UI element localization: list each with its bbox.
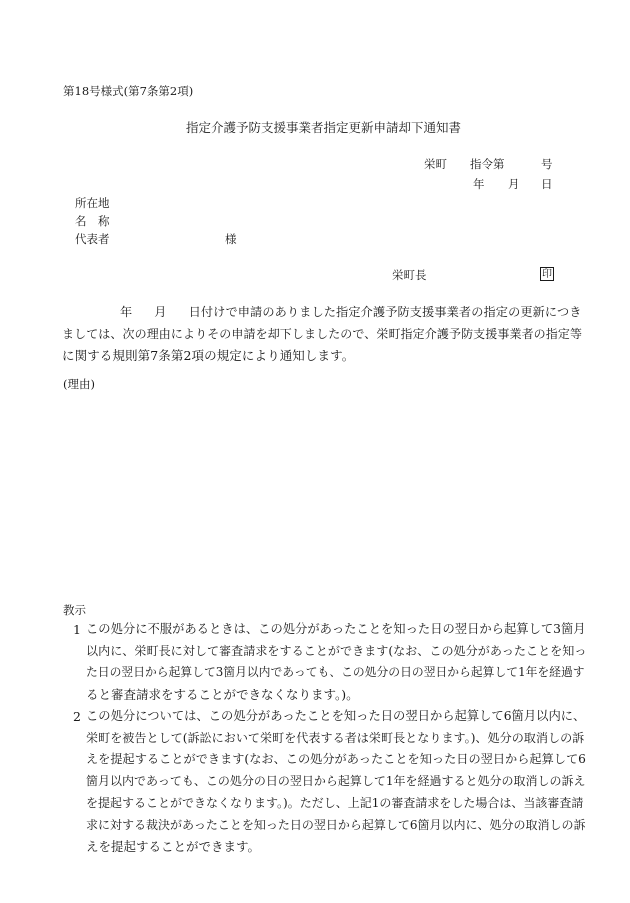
notice-line: 箇月以内であっても、この処分の日の翌日から起算して1年を経過すると処分の取消しの訴え [86, 774, 586, 789]
body-date-month: 月 [154, 305, 167, 319]
notice-item-1 [73, 619, 587, 706]
notice-line: を提起することができなくなります。)。ただし、上記1の審査請求をした場合は、当該審査請 [86, 795, 584, 810]
name-label: 名 称 [75, 214, 110, 228]
issuer-name: 栄町 [424, 157, 447, 171]
notice-item-number: 1 [73, 622, 81, 637]
notice-line: 栄町を被告として(訴訟において栄町を代表する者は栄町長となります。)、処分の取消しの訴 [86, 730, 585, 745]
body-line-1 [62, 302, 582, 324]
honorific: 様 [225, 232, 237, 246]
address-label: 所在地 [75, 196, 110, 210]
notice-line: 以内に、栄町長に対して審査請求をすることができます(なお、この処分があったことを知っ [86, 643, 587, 658]
notice-heading: 教示 [63, 603, 86, 617]
body-line-3: に関する規則第7条第2項の規定により通知します。 [62, 348, 355, 363]
ref-prefix: 指令第 [470, 157, 505, 171]
date-day: 日 [541, 177, 553, 191]
date-year: 年 [473, 177, 485, 191]
body-paragraph [62, 302, 582, 367]
notice-line: この処分については、この処分があったことを知った日の翌日から起算して6箇月以内に、 [86, 709, 586, 723]
notice-item-number: 2 [73, 709, 81, 724]
notice-line: た日の翌日から起算して3箇月以内であっても、この処分の日の翌日から起算して1年を経過す [86, 665, 585, 680]
notice-item-2 [73, 706, 586, 858]
body-line-2: ましては、次の理由によりその申請を却下しましたので、栄町指定介護予防支援事業者の指定等 [62, 326, 583, 341]
representative-label: 代表者 [75, 232, 110, 246]
body-date-year: 年 [120, 305, 133, 319]
seal-mark: 印 [542, 269, 552, 280]
form-number: 第18号様式(第7条第2項) [63, 84, 194, 98]
notice-line: えを提起することができます(なお、この処分があったことを知った日の翌日から起算して6 [86, 752, 586, 767]
notice-line: 求に対する裁決があったことを知った日の翌日から起算して6箇月以内に、処分の取消しの訴 [86, 817, 586, 832]
date-month: 月 [508, 177, 520, 191]
notice-line: ると審査請求をすることができなくなります。)。 [86, 687, 359, 703]
document-title: 指定介護予防支援事業者指定更新申請却下通知書 [186, 120, 462, 135]
reason-label: (理由) [63, 377, 95, 391]
sender-title: 栄町長 [392, 268, 427, 282]
notice-line: えを提起することができます。 [86, 839, 261, 855]
notice-line: この処分に不服があるときは、この処分があったことを知った日の翌日から起算して3箇月 [86, 622, 586, 636]
ref-suffix: 号 [541, 157, 553, 171]
body-line-1-text: 日付けで申請のありました指定介護予防支援事業者の指定の更新につき [188, 305, 582, 319]
